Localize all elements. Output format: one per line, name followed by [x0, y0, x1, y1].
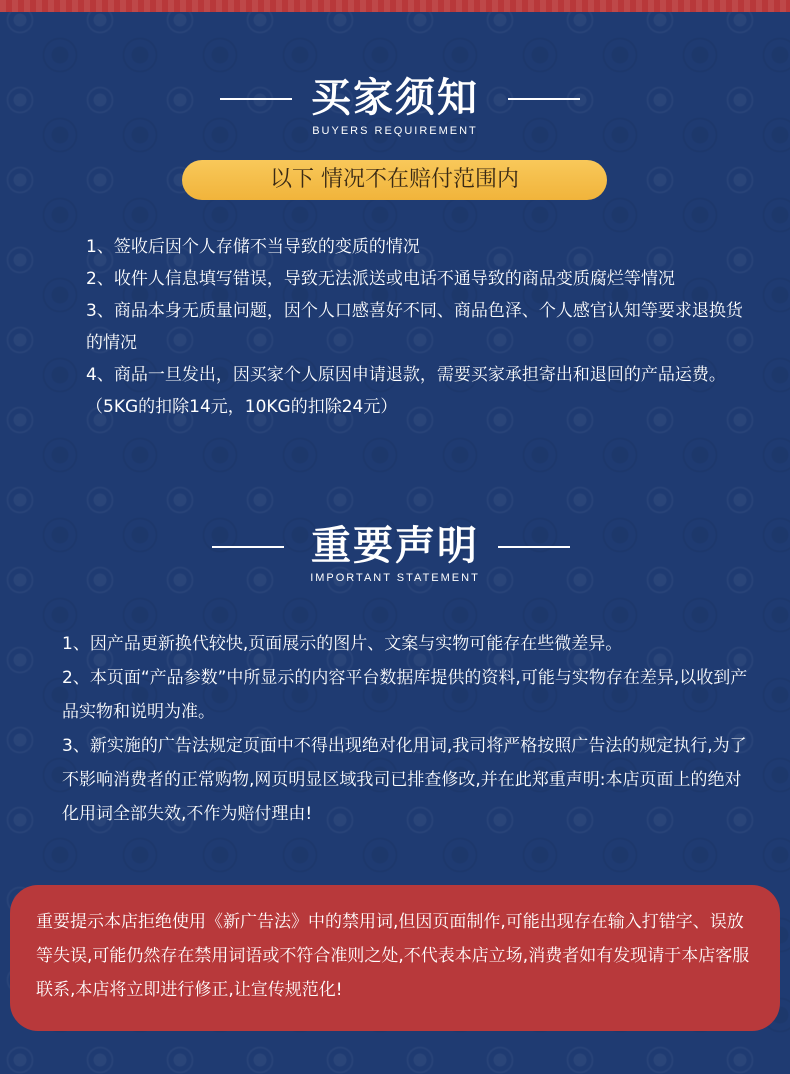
list-item: 3、商品本身无质量问题，因个人口感喜好不同、商品色泽、个人感官认知等要求退换货的情况	[86, 301, 743, 353]
list-item: 4、商品一旦发出，因买家个人原因申请退款，需要买家承担寄出和退回的产品运费。（5KG的扣除14元，10KG的扣除24元）	[86, 365, 726, 417]
list-item: 2、本页面“产品参数”中所显示的内容平台数据库提供的资料,可能与实物存在差异,以收到产品实物和说明为准。	[62, 668, 748, 722]
notice-text: 重要提示本店拒绝使用《新广告法》中的禁用词,但因页面制作,可能出现存在输入打错字、误放等失误,可能仍然存在禁用词语或不符合准则之处,不代表本店立场,消费者如有发现请于本店客服联系,本店将立即进行修正,让宣传规范化!	[36, 912, 750, 1000]
notice-box	[10, 885, 780, 1031]
list-item: 2、收件人信息填写错误，导致无法派送或电话不通导致的商品变质腐烂等情况	[86, 269, 675, 289]
exclusion-banner: 以下 情况不在赔付范围内	[182, 160, 607, 200]
section-subtitle: BUYERS REQUIREMENT	[312, 125, 478, 137]
top-decorative-band	[0, 0, 790, 12]
list-item: 3、新实施的广告法规定页面中不得出现绝对化用词,我司将严格按照广告法的规定执行,为了不影响消费者的正常购物,网页明显区域我司已排查修改,并在此郑重声明:本店页面上的绝对化用词全部失效,不作为赔付理由!	[62, 736, 747, 824]
list-item: 1、因产品更新换代较快,页面展示的图片、文案与实物可能存在些微差异。	[62, 634, 623, 654]
section-title: 重要声明	[311, 522, 479, 569]
section-title: 买家须知	[311, 74, 479, 121]
list-item: 1、签收后因个人存储不当导致的变质的情况	[86, 237, 420, 257]
buyers-requirement-list	[86, 231, 746, 423]
important-statement-list	[62, 627, 752, 831]
section-subtitle: IMPORTANT STATEMENT	[310, 572, 480, 584]
